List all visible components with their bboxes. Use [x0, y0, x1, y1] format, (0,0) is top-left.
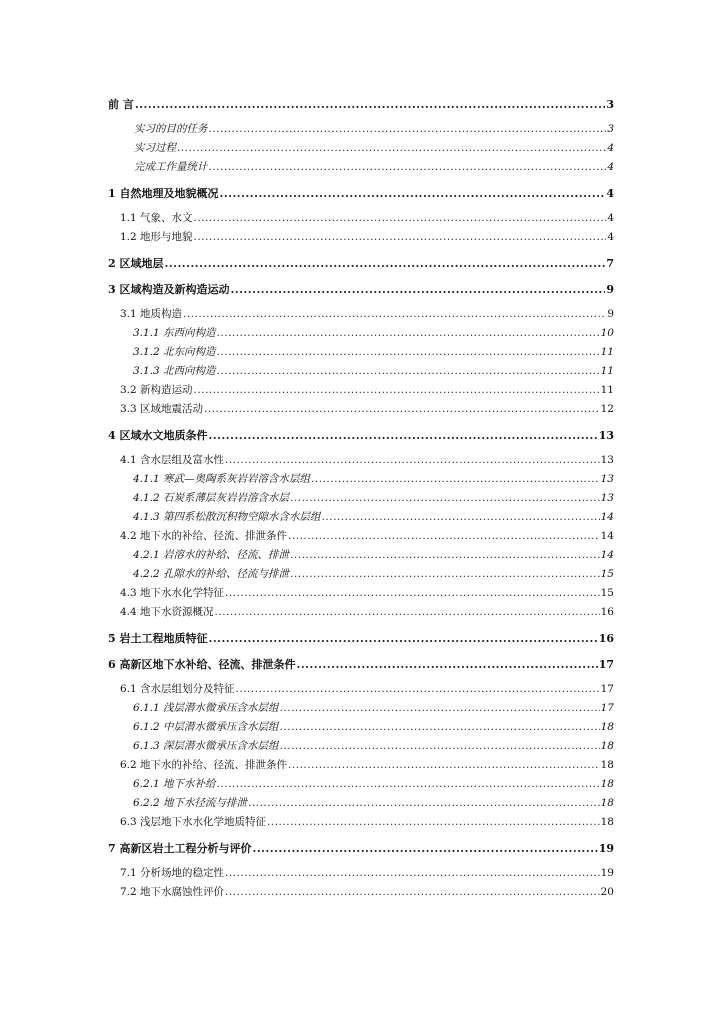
toc-page-number: 4: [607, 142, 614, 154]
toc-page-number: 18: [600, 797, 614, 809]
toc-leader-dots: [135, 95, 606, 114]
toc-entry-title: 3.1.1 东西向构造: [133, 327, 216, 339]
toc-entry-title: 3.1.3 北西向构造: [133, 365, 216, 377]
toc-entry[interactable]: [108, 400, 614, 419]
toc-leader-dots: [217, 775, 600, 794]
toc-entry-title: 1 自然地理及地貌概况: [108, 187, 219, 200]
toc-page-number: 19: [598, 842, 614, 855]
toc-page-number: 7: [606, 257, 614, 270]
toc-entry[interactable]: [108, 489, 614, 508]
toc-entry[interactable]: [108, 883, 614, 902]
toc-page-number: 13: [600, 492, 614, 504]
toc-page-number: 17: [600, 702, 614, 714]
toc-page-number: 18: [600, 740, 614, 752]
toc-page-number: 20: [600, 886, 614, 898]
toc-page-number: 18: [600, 721, 614, 733]
toc-entry-title: 4.1.2 石炭系薄层灰岩岩溶含水层: [133, 492, 290, 504]
toc-entry[interactable]: [108, 184, 614, 203]
toc-entry[interactable]: [108, 737, 614, 756]
toc-entry-title: 7.1 分析场地的稳定性: [120, 867, 225, 879]
toc-leader-dots: [194, 381, 600, 400]
toc-page-number: 18: [600, 816, 614, 828]
toc-entry-title: 实习的目的任务: [134, 123, 208, 135]
toc-page-number: 9: [607, 308, 614, 320]
toc-entry[interactable]: [108, 280, 614, 299]
toc-entry[interactable]: [108, 381, 614, 400]
toc-page-number: 10: [600, 327, 614, 339]
toc-page-number: 13: [600, 454, 614, 466]
toc-page-number: 4: [607, 231, 614, 243]
toc-leader-dots: [296, 655, 597, 674]
toc-entry-title: 完成工作量统计: [134, 161, 208, 173]
toc-entry[interactable]: [108, 470, 614, 489]
toc-entry-title: 5 岩土工程地质特征: [108, 632, 208, 645]
toc-entry[interactable]: [108, 527, 614, 546]
toc-entry-title: 4.3 地下水水化学特征: [120, 587, 225, 599]
toc-leader-dots: [280, 737, 600, 756]
toc-entry-title: 4.1 含水层组及富水性: [120, 454, 225, 466]
toc-entry-title: 前 言: [108, 98, 134, 111]
toc-leader-dots: [209, 158, 607, 177]
toc-page-number: 14: [600, 549, 614, 561]
toc-leader-dots: [280, 699, 600, 718]
toc-entry[interactable]: [108, 775, 614, 794]
toc-page-number: 13: [598, 429, 614, 442]
toc-entry-title: 实习过程: [134, 142, 176, 154]
toc-entry[interactable]: [108, 813, 614, 832]
toc-entry[interactable]: [108, 864, 614, 883]
toc-leader-dots: [219, 184, 605, 203]
toc-entry[interactable]: [108, 120, 614, 139]
toc-leader-dots: [217, 343, 600, 362]
toc-entry-title: 3 区域构造及新构造运动: [108, 283, 230, 296]
toc-page-number: 4: [607, 161, 614, 173]
toc-entry[interactable]: [108, 508, 614, 527]
toc-entry-title: 1.1 气象、水文: [120, 212, 193, 224]
toc-entry[interactable]: [108, 794, 614, 813]
toc-entry[interactable]: [108, 228, 614, 247]
toc-page-number: 16: [598, 632, 614, 645]
toc-page-number: 18: [600, 759, 614, 771]
toc-leader-dots: [183, 305, 606, 324]
toc-entry-title: 6.1.3 深层潜水微承压含水层组: [133, 740, 279, 752]
toc-leader-dots: [225, 584, 600, 603]
toc-entry[interactable]: [108, 680, 614, 699]
toc-leader-dots: [322, 508, 600, 527]
toc-page-number: 11: [600, 384, 614, 396]
toc-entry[interactable]: [108, 305, 614, 324]
toc-leader-dots: [177, 139, 606, 158]
toc-entry[interactable]: [108, 546, 614, 565]
toc-entry[interactable]: [108, 139, 614, 158]
toc-entry-title: 7 高新区岩土工程分析与评价: [108, 842, 252, 855]
toc-leader-dots: [288, 527, 600, 546]
toc-entry[interactable]: [108, 655, 614, 674]
toc-leader-dots: [215, 603, 600, 622]
toc-entry-title: 4.2 地下水的补给、径流、排泄条件: [120, 530, 288, 542]
toc-entry[interactable]: [108, 209, 614, 228]
toc-leader-dots: [230, 280, 605, 299]
toc-entry[interactable]: [108, 756, 614, 775]
toc-leader-dots: [290, 565, 600, 584]
toc-leader-dots: [267, 813, 600, 832]
toc-page-number: 3: [606, 98, 614, 111]
toc-leader-dots: [217, 324, 600, 343]
toc-entry-title: 3.1 地质构造: [120, 308, 183, 320]
toc-entry[interactable]: [108, 565, 614, 584]
toc-leader-dots: [225, 883, 600, 902]
toc-leader-dots: [311, 470, 600, 489]
toc-entry-title: 6.2.1 地下水补给: [133, 778, 216, 790]
toc-entry-title: 4.1.3 第四系松散沉积物空隙水含水层组: [133, 511, 321, 523]
toc-entry-title: 6.2 地下水的补给、径流、排泄条件: [120, 759, 288, 771]
toc-entry[interactable]: [108, 699, 614, 718]
toc-leader-dots: [236, 680, 600, 699]
toc-entry[interactable]: [108, 343, 614, 362]
toc-entry-title: 4.2.2 孔隙水的补给、径流与排泄: [133, 568, 290, 580]
toc-entry-title: 3.1.2 北东向构造: [133, 346, 216, 358]
toc-entry[interactable]: [108, 603, 614, 622]
toc-entry-title: 6.2.2 地下水径流与排泄: [133, 797, 248, 809]
toc-entry-title: 4.4 地下水资源概况: [120, 606, 214, 618]
toc-page-number: 13: [600, 473, 614, 485]
toc-entry-title: 6.1 含水层组划分及特征: [120, 683, 235, 695]
toc-leader-dots: [208, 629, 597, 648]
toc-entry[interactable]: [108, 629, 614, 648]
toc-entry-title: 4.1.1 寒武—奥陶系灰岩岩溶含水层组: [133, 473, 311, 485]
toc-entry-title: 2 区域地层: [108, 257, 164, 270]
toc-entry[interactable]: [108, 362, 614, 381]
toc-page-number: 17: [598, 658, 614, 671]
toc-entry[interactable]: [108, 426, 614, 445]
toc-leader-dots: [217, 362, 600, 381]
toc-leader-dots: [280, 718, 600, 737]
toc-page-number: 12: [600, 403, 614, 415]
toc-page-number: 14: [600, 530, 614, 542]
toc-entry-title: 7.2 地下水腐蚀性评价: [120, 886, 225, 898]
toc-entry-title: 3.3 区域地震活动: [120, 403, 204, 415]
toc-page-number: 11: [600, 365, 614, 377]
toc-leader-dots: [290, 546, 600, 565]
toc-entry[interactable]: [108, 324, 614, 343]
toc-page-number: 15: [600, 587, 614, 599]
toc-entry[interactable]: [108, 95, 614, 114]
toc-entry-title: 3.2 新构造运动: [120, 384, 193, 396]
toc-leader-dots: [252, 839, 597, 858]
toc-page-number: 18: [600, 778, 614, 790]
toc-entry-title: 1.2 地形与地貌: [120, 231, 193, 243]
toc-page-number: 11: [600, 346, 614, 358]
toc-entry[interactable]: [108, 718, 614, 737]
toc-page-number: 15: [600, 568, 614, 580]
toc-leader-dots: [208, 426, 597, 445]
toc-page-number: 19: [600, 867, 614, 879]
toc-leader-dots: [225, 451, 600, 470]
toc-leader-dots: [204, 400, 600, 419]
toc-page-number: 17: [600, 683, 614, 695]
toc-leader-dots: [290, 489, 600, 508]
toc-page-number: 9: [606, 283, 614, 296]
toc-leader-dots: [194, 228, 607, 247]
toc-entry-title: 4 区域水文地质条件: [108, 429, 208, 442]
toc-entry-title: 6.1.1 浅层潜水微承压含水层组: [133, 702, 279, 714]
toc-entry-title: 4.2.1 岩溶水的补给、径流、排泄: [133, 549, 290, 561]
toc-page-number: 3: [607, 123, 614, 135]
toc-leader-dots: [194, 209, 607, 228]
toc-entry[interactable]: [108, 254, 614, 273]
toc-page-number: 4: [607, 212, 614, 224]
toc-entry[interactable]: [108, 451, 614, 470]
toc-entry-title: 6 高新区地下水补给、径流、排泄条件: [108, 658, 296, 671]
toc-leader-dots: [288, 756, 600, 775]
toc-page-number: 16: [600, 606, 614, 618]
toc-leader-dots: [164, 254, 605, 273]
toc-entry-title: 6.3 浅层地下水水化学地质特征: [120, 816, 267, 828]
toc-page-number: 4: [606, 187, 614, 200]
toc-entry[interactable]: [108, 158, 614, 177]
toc-page-number: 14: [600, 511, 614, 523]
toc-entry[interactable]: [108, 584, 614, 603]
toc-entry[interactable]: [108, 839, 614, 858]
toc-leader-dots: [225, 864, 600, 883]
toc-leader-dots: [209, 120, 607, 139]
table-of-contents: [108, 95, 614, 902]
toc-entry-title: 6.1.2 中层潜水微承压含水层组: [133, 721, 279, 733]
toc-leader-dots: [248, 794, 600, 813]
